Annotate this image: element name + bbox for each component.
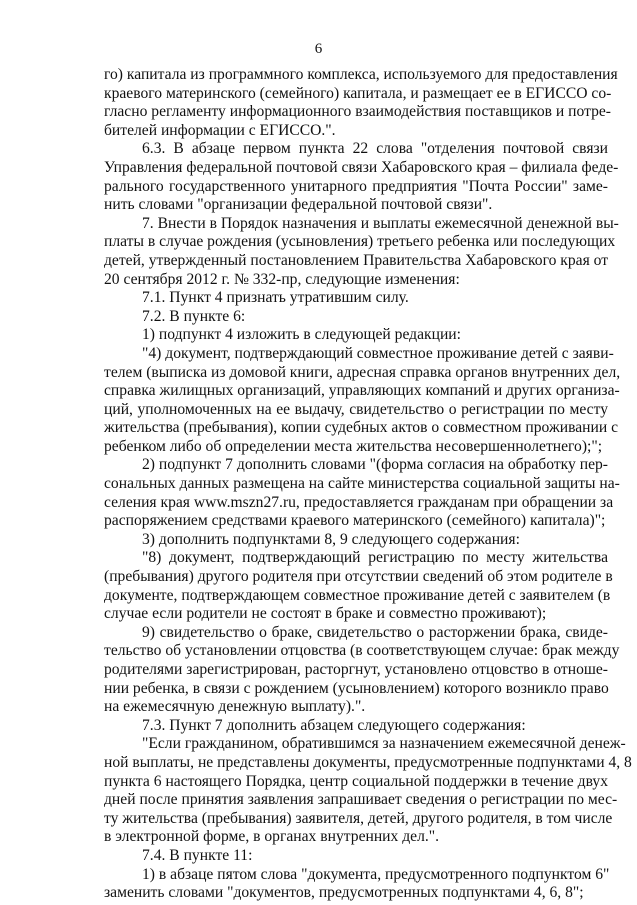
page-number: 6: [314, 41, 323, 57]
text-line: дней после принятия заявления запрашивает сведения о регистрации по мес-: [104, 791, 618, 809]
text-line: случае если родители не состоят в браке и совместно проживают);: [104, 605, 547, 623]
text-line: 9) свидетельство о браке, свидетельство о расторжении брака, свиде-: [142, 623, 608, 641]
text-line: телем (выписка из домовой книги, адресная справка органов внутренних дел,: [104, 363, 621, 381]
text-line: ной выплаты, не представлены документы, предусмотренные подпунктами 4, 8: [104, 753, 632, 771]
text-line: заменить словами "документов, предусмотренных подпунктами 4, 6, 8";: [104, 884, 584, 902]
text-line: 7.2. В пункте 6:: [142, 307, 246, 325]
text-line: детей, утвержденный постановлением Правительства Хабаровского края от: [104, 251, 609, 269]
text-line: 3) дополнить подпунктами 8, 9 следующего содержания:: [142, 530, 520, 548]
text-line: нить словами "организации федеральной почтовой связи".: [104, 196, 493, 214]
text-line: 7.1. Пункт 4 признать утратившим силу.: [142, 289, 409, 307]
text-line: ребенком либо об определении места жительства несовершеннолетнего);";: [104, 437, 603, 455]
text-line: тельство об установлении отцовства (в соответствующем случае: брак между: [104, 642, 620, 660]
text-line: распоряжением средствами краевого материнского (семейного) капитала)";: [104, 512, 606, 530]
text-line: селения края www.mszn27.ru, предоставляется гражданам при обращении за: [104, 493, 614, 511]
text-line: документе, подтверждающем совместное проживание детей с заявителем (в: [104, 586, 611, 604]
text-line: "4) документ, подтверждающий совместное проживание детей с заяви-: [142, 344, 614, 362]
text-line: ций, уполномоченных на ее выдачу, свидетельство о регистрации по месту: [104, 400, 608, 418]
text-line: ту жительства (пребывания) заявителя, детей, другого родителя, в том числе: [104, 809, 613, 827]
text-line: бителей информации с ЕГИССО.".: [104, 121, 336, 139]
text-line: го) капитала из программного комплекса, используемого для предоставления: [104, 66, 618, 83]
text-line: 7.3. Пункт 7 дополнить абзацем следующего содержания:: [142, 716, 526, 734]
text-line: 7. Внести в Порядок назначения и выплаты ежемесячной денежной вы-: [142, 214, 619, 232]
text-line: на ежемесячную денежную выплату).".: [104, 698, 366, 716]
text-line: 7.4. В пункте 11:: [142, 846, 253, 864]
text-line: в электронной форме, в органах внутренних дел.".: [104, 828, 440, 846]
text-line: пункта 6 настоящего Порядка, центр социальной поддержки в течение двух: [104, 772, 608, 790]
document-body: [104, 66, 632, 903]
text-line: жительства (пребывания), копии судебных актов о совместном проживании с: [104, 419, 619, 437]
text-line: родителями зарегистрирован, расторгнут, установлено отцовство в отноше-: [104, 661, 608, 678]
text-line: (пребывания) другого родителя при отсутствии сведений об этом родителе в: [104, 568, 613, 586]
text-line: "Если гражданином, обратившимся за назначением ежемесячной денеж-: [142, 735, 626, 753]
text-line: Управления федеральной почтовой связи Хабаровского края – филиала феде-: [104, 158, 619, 176]
text-line: 2) подпункт 7 дополнить словами "(форма согласия на обработку пер-: [142, 456, 608, 474]
text-line: платы в случае рождения (усыновления) третьего ребенка или последующих: [104, 233, 616, 251]
text-line: 1) подпункт 4 изложить в следующей редакции:: [142, 326, 461, 344]
text-line: "8) документ, подтверждающий регистрацию по месту жительства: [142, 549, 608, 567]
text-line: краевого материнского (семейного) капитала, и размещает ее в ЕГИССО со-: [104, 84, 612, 102]
text-line: рального государственного унитарного предприятия "Почта России" заме-: [104, 177, 608, 195]
text-line: нии ребенка, в связи с рождением (усыновлением) которого возникло право: [104, 679, 609, 697]
text-line: 1) в абзаце пятом слова "документа, предусмотренного подпунктом 6": [142, 865, 610, 883]
text-line: сональных данных размещена на сайте министерства социальной защиты на-: [104, 475, 620, 493]
text-line: гласно регламенту информационного взаимодействия поставщиков и потре-: [104, 103, 611, 121]
text-line: 20 сентября 2012 г. № 332-пр, следующие изменения:: [104, 270, 460, 288]
text-line: справка жилищных организаций, управляющих компаний и других организа-: [104, 382, 620, 400]
text-line: 6.3. В абзаце первом пункта 22 слова "отделения почтовой связи: [142, 140, 608, 158]
